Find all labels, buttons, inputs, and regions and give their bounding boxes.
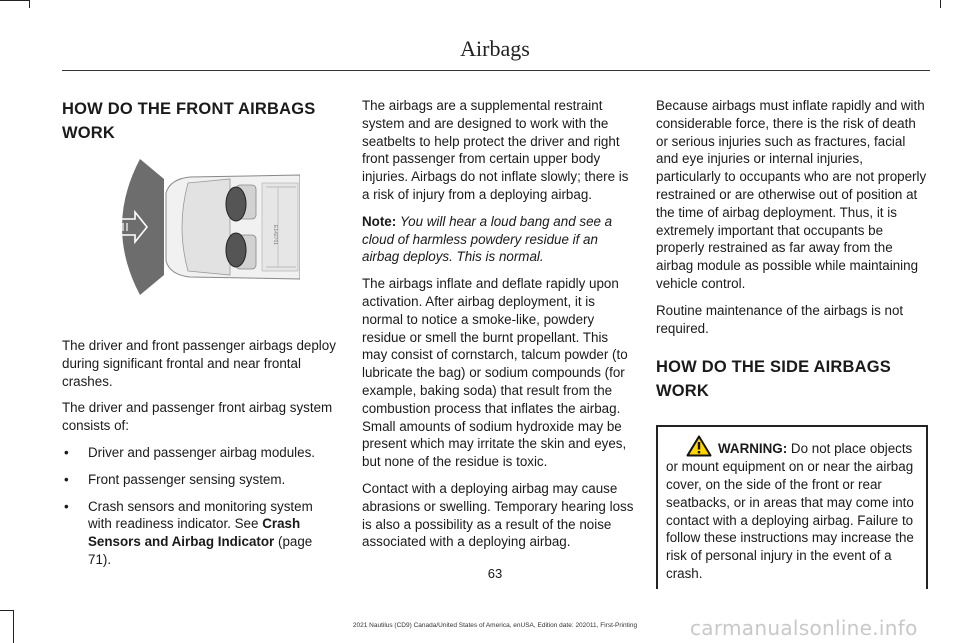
front-airbag-diagram bbox=[110, 157, 300, 297]
paragraph: The driver and passenger front airbag system consists of: bbox=[62, 400, 333, 434]
paragraph: Contact with a deploying airbag may cause abrasions or swelling. Temporary hearing loss is also a possibility as a result of the noise associated with a deploying airbag. bbox=[362, 480, 634, 550]
page-reference: (page 71). bbox=[88, 534, 313, 567]
crop-mark bbox=[29, 0, 30, 8]
list-item-text: Crash sensors and monitoring system with readiness indicator. See bbox=[88, 498, 313, 532]
warning-box bbox=[656, 425, 928, 588]
warning-text: Do not place objects or mount equipment on or near the airbag cover, on the side of the front or rear seatbacks, or in areas that may come into contact with a deploying airbag. Failure to follow these instructions may increase the risk of personal injury in the event of a crash. bbox=[666, 441, 914, 581]
deployment-zone-shape bbox=[122, 159, 164, 295]
column-left bbox=[62, 97, 338, 578]
page-number: 63 bbox=[487, 566, 503, 581]
section-heading-front-airbags: HOW DO THE FRONT AIRBAGS WORK bbox=[62, 100, 316, 142]
paragraph: The airbags inflate and deflate rapidly upon activation. After airbag deployment, it is normal to notice a smoke-like, powdery residue or smell the burnt propellant. This may consist of cornstarch, talcum powder (to lubricate the bag) or sodium compounds (for example, baking soda) that result from the combustion process that inflates the airbag. Small amounts of sodium hydroxide may be present which may irritate the skin and eyes, but none of the residue is toxic. bbox=[362, 276, 628, 470]
figure-code: E142701 bbox=[272, 225, 278, 246]
paragraph: Because airbags must inflate rapidly and with considerable force, there is the risk of death or serious injuries such as fractures, facial and eye injuries or internal injuries, particularly to occupants who are not properly restrained or are otherwise out of position at the time of airbag deployment. Thus, it is extremely important that occupants be properly restrained as far away from the airbag module as possible while maintaining vehicle control. bbox=[656, 98, 927, 291]
passenger-airbag-icon bbox=[226, 233, 246, 267]
cross-reference-link[interactable]: Crash Sensors and Airbag Indicator bbox=[88, 516, 301, 550]
section-heading-side-airbags: HOW DO THE SIDE AIRBAGS WORK bbox=[656, 358, 891, 401]
crop-mark bbox=[0, 610, 14, 611]
list-item: • Front passenger sensing system. bbox=[62, 471, 338, 489]
column-right bbox=[656, 97, 928, 589]
edition-footer: 2021 Nautilus (CD9) Canada/United States of America, enUSA, Edition date: 202011, First-Printing bbox=[352, 622, 638, 629]
crop-mark bbox=[940, 0, 941, 8]
paragraph: Routine maintenance of the airbags is not required. bbox=[656, 302, 904, 336]
crop-mark bbox=[0, 0, 30, 1]
note-paragraph bbox=[362, 213, 634, 266]
warning-triangle-icon bbox=[686, 435, 712, 457]
note-label: Note: bbox=[362, 213, 397, 229]
warning-label: WARNING: bbox=[718, 441, 788, 457]
header-rule bbox=[62, 70, 930, 71]
driver-airbag-icon bbox=[226, 187, 246, 221]
warning-paragraph bbox=[666, 435, 920, 582]
component-list bbox=[62, 444, 338, 569]
paragraph: The driver and front passenger airbags deploy during significant frontal and near frontal crashes. bbox=[62, 338, 336, 389]
paragraph: The airbags are a supplemental restraint system and are designed to work with the seatbelts to help protect the driver and right front passenger from certain upper body injuries. Airbags do not inflate slowly; there is a risk of injury from a deploying airbag. bbox=[362, 98, 629, 202]
note-text: You will hear a loud bang and see a cloud of harmless powdery residue if an airbag deploys. This is normal. bbox=[362, 213, 613, 265]
list-item: • Driver and passenger airbag modules. bbox=[62, 444, 338, 462]
page-title: Airbags bbox=[460, 36, 530, 61]
column-middle bbox=[362, 97, 634, 560]
watermark: carmanualsonline.info bbox=[690, 616, 918, 640]
list-item bbox=[62, 498, 338, 569]
